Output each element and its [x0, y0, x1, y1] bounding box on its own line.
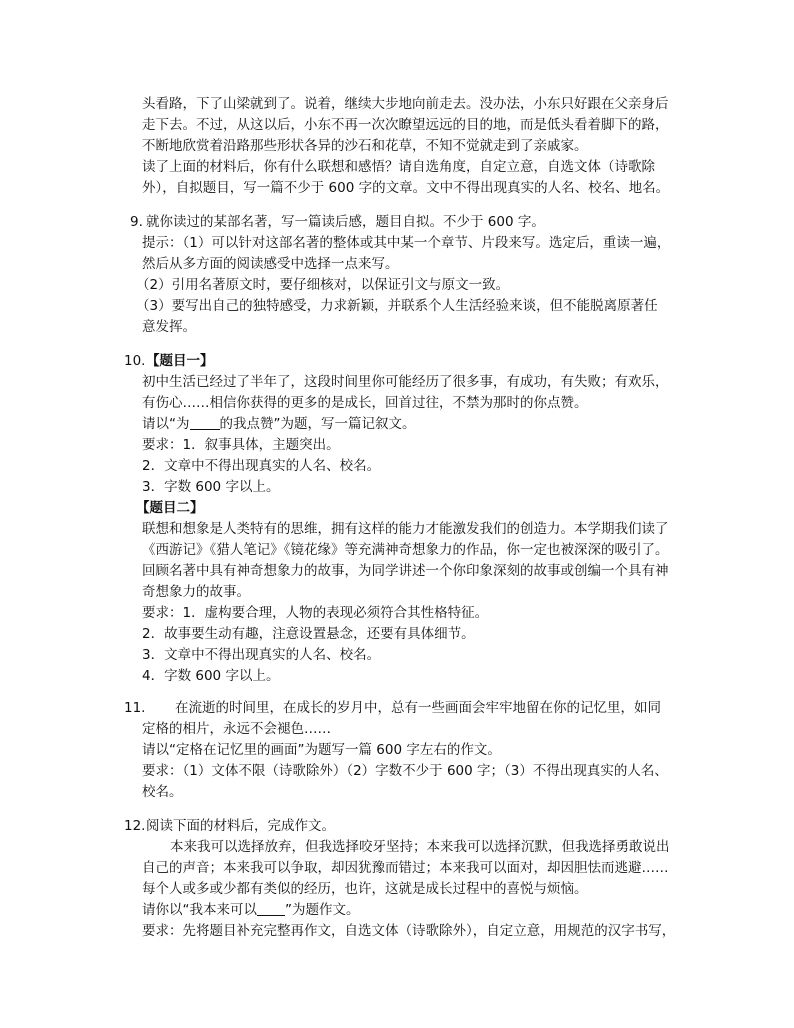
fill-blank: [257, 902, 285, 916]
prompt-text: ”为题作文。: [285, 902, 360, 918]
question-12-prompt: [142, 900, 360, 920]
topic-one-heading: 【题目一】: [146, 353, 214, 369]
question-line: 奇想象力的故事。: [142, 584, 250, 600]
prompt-text: 请你以“我本来可以: [142, 902, 257, 918]
question-line: （2）引用名著原文时，要仔细核对，以保证引文与原文一致。: [136, 277, 510, 293]
question-number: 9.: [130, 214, 143, 230]
question-number: 12.: [124, 818, 146, 834]
question-line: 然后从多方面的阅读感受中选择一点来写。: [142, 256, 399, 272]
intro-line: 外），自拟题目，写一篇不少于 600 字的文章。文中不得出现真实的人名、校名、地名。: [142, 180, 670, 196]
requirement-line: 3．字数 600 字以上。: [142, 479, 280, 495]
requirement-line: 2．故事要生动有趣，注意设置悬念，还要有具体细节。: [142, 626, 475, 642]
question-line: 联想和想象是人类特有的思维，拥有这样的能力才能激发我们的创造力。本学期我们读了: [142, 521, 669, 537]
intro-line: 走下去。不过，从这以后，小东不再一次次瞭望远远的目的地，而是低头看着脚下的路，: [142, 117, 669, 133]
intro-line: 不断地欣赏着沿路那些形状各异的沙石和花草，不知不觉就走到了亲戚家。: [142, 138, 588, 154]
topic-one-prompt: [142, 414, 416, 434]
requirement-line: 要求：先将题目补充完整再作文，自选文体（诗歌除外），自定立意，用规范的汉字书写，: [142, 923, 676, 939]
material-line: 自己的声音；本来我可以争取，却因犹豫而错过；本来我可以面对，却因胆怯而逃避……: [142, 860, 669, 876]
question-line: 阅读下面的材料后，完成作文。: [146, 818, 335, 834]
question-line: 有伤心……相信你获得的更多的是成长，回首过往，不禁为那时的你点赞。: [142, 395, 588, 411]
question-line: 在流逝的时间里，在成长的岁月中，总有一些画面会牢牢地留在你的记忆里，如同: [175, 700, 661, 716]
requirement-line: 2．文章中不得出现真实的人名、校名。: [142, 458, 381, 474]
question-line: 初中生活已经过了半年了，这段时间里你可能经历了很多事，有成功，有失败；有欢乐，: [142, 374, 669, 390]
question-line: 回顾名著中具有神奇想象力的故事，为同学讲述一个你印象深刻的故事或创编一个具有神: [142, 563, 669, 579]
question-line: 《西游记》《猎人笔记》《镜花缘》等充满神奇想象力的作品，你一定也被深深的吸引了。: [142, 542, 669, 558]
question-line: 意发挥。: [142, 319, 196, 335]
question-line: 定格的相片，永远不会褪色……: [142, 721, 331, 737]
question-line: 提示：（1）可以针对这部名著的整体或其中某一个章节、片段来写。选定后，重读一遍，: [142, 235, 671, 251]
question-number: 11.: [124, 700, 146, 716]
question-number: 10.: [124, 353, 146, 369]
requirement-line: 要求：1．虚构要合理，人物的表现必须符合其性格特征。: [142, 605, 489, 621]
requirement-line: 3．文章中不得出现真实的人名、校名。: [142, 647, 381, 663]
prompt-text: 的我点赞”为题，写一篇记叙文。: [219, 416, 416, 432]
material-line: 每个人或多或少都有类似的经历，也许，这就是成长过程中的喜悦与烦恼。: [142, 881, 588, 897]
requirement-line: 要求：1．叙事具体，主题突出。: [142, 437, 340, 453]
question-line: 请以“定格在记忆里的画面”为题写一篇 600 字左右的作文。: [142, 742, 501, 758]
fill-blank: [190, 416, 220, 430]
material-line: 本来我可以选择放弃，但我选择咬牙坚持；本来我可以选择沉默，但我选择勇敢说出: [170, 839, 670, 855]
topic-two-heading: 【题目二】: [136, 500, 204, 516]
question-line: （3）要写出自己的独特感受，力求新颖，并联系个人生活经验来谈，但不能脱离原著任: [136, 298, 658, 314]
requirement-line: 4．字数 600 字以上。: [142, 668, 280, 684]
intro-line: 头看路，下了山梁就到了。说着，继续大步地向前走去。没办法，小东只好跟在父亲身后: [142, 96, 669, 112]
intro-line: 读了上面的材料后，你有什么联想和感悟？请自选角度，自定立意，自选文体（诗歌除: [142, 159, 655, 175]
prompt-text: 请以“为: [142, 416, 190, 432]
requirement-line: 要求：（1）文体不限（诗歌除外）（2）字数不少于 600 字；（3）不得出现真实的人名、: [142, 763, 668, 779]
requirement-line: 校名。: [142, 784, 183, 800]
question-line: 就你读过的某部名著，写一篇读后感，题目自拟。不少于 600 字。: [146, 214, 545, 230]
